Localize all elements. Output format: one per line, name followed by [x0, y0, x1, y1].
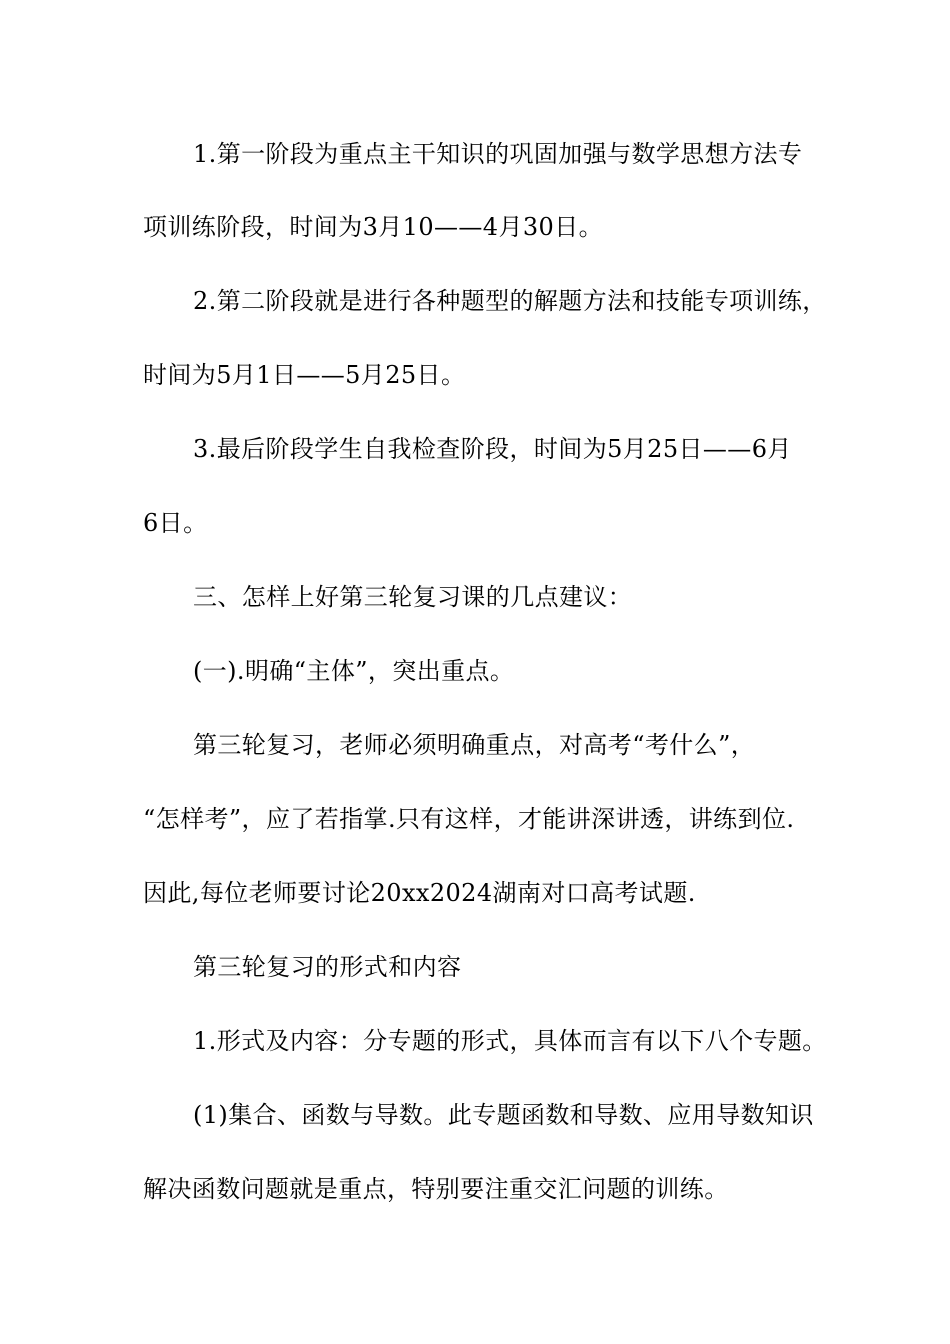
text-line-15: 解决函数问题就是重点，特别要注重交汇问题的训练。: [143, 1175, 729, 1203]
text-line-9: 第三轮复习，老师必须明确重点，对高考“考什么”，: [193, 731, 756, 759]
text-line-2: 项训练阶段，时间为3月10——4月30日。: [143, 213, 604, 241]
text-line-1: 1.第一阶段为重点主干知识的巩固加强与数学思想方法专: [193, 140, 803, 168]
text-line-10: “怎样考”，应了若指掌.只有这样，才能讲深讲透，讲练到位.: [143, 805, 795, 833]
subsection-heading-1: (一).明确“主体”，突出重点。: [193, 657, 515, 685]
section-heading-3: 三、怎样上好第三轮复习课的几点建议：: [193, 583, 633, 611]
text-line-6: 6日。: [143, 509, 208, 537]
text-line-4: 时间为5月1日——5月25日。: [143, 361, 466, 389]
text-line-5: 3.最后阶段学生自我检查阶段，时间为5月25日——6月: [193, 435, 792, 463]
text-line-14: (1)集合、函数与导数。此专题函数和导数、应用导数知识: [193, 1101, 814, 1129]
text-line-13: 1.形式及内容：分专题的形式，具体而言有以下八个专题。: [193, 1027, 827, 1055]
text-line-12: 第三轮复习的形式和内容: [193, 953, 462, 981]
text-line-3: 2.第二阶段就是进行各种题型的解题方法和技能专项训练，: [193, 287, 827, 315]
text-line-11: 因此,每位老师要讨论20xx2024湖南对口高考试题.: [143, 879, 696, 907]
